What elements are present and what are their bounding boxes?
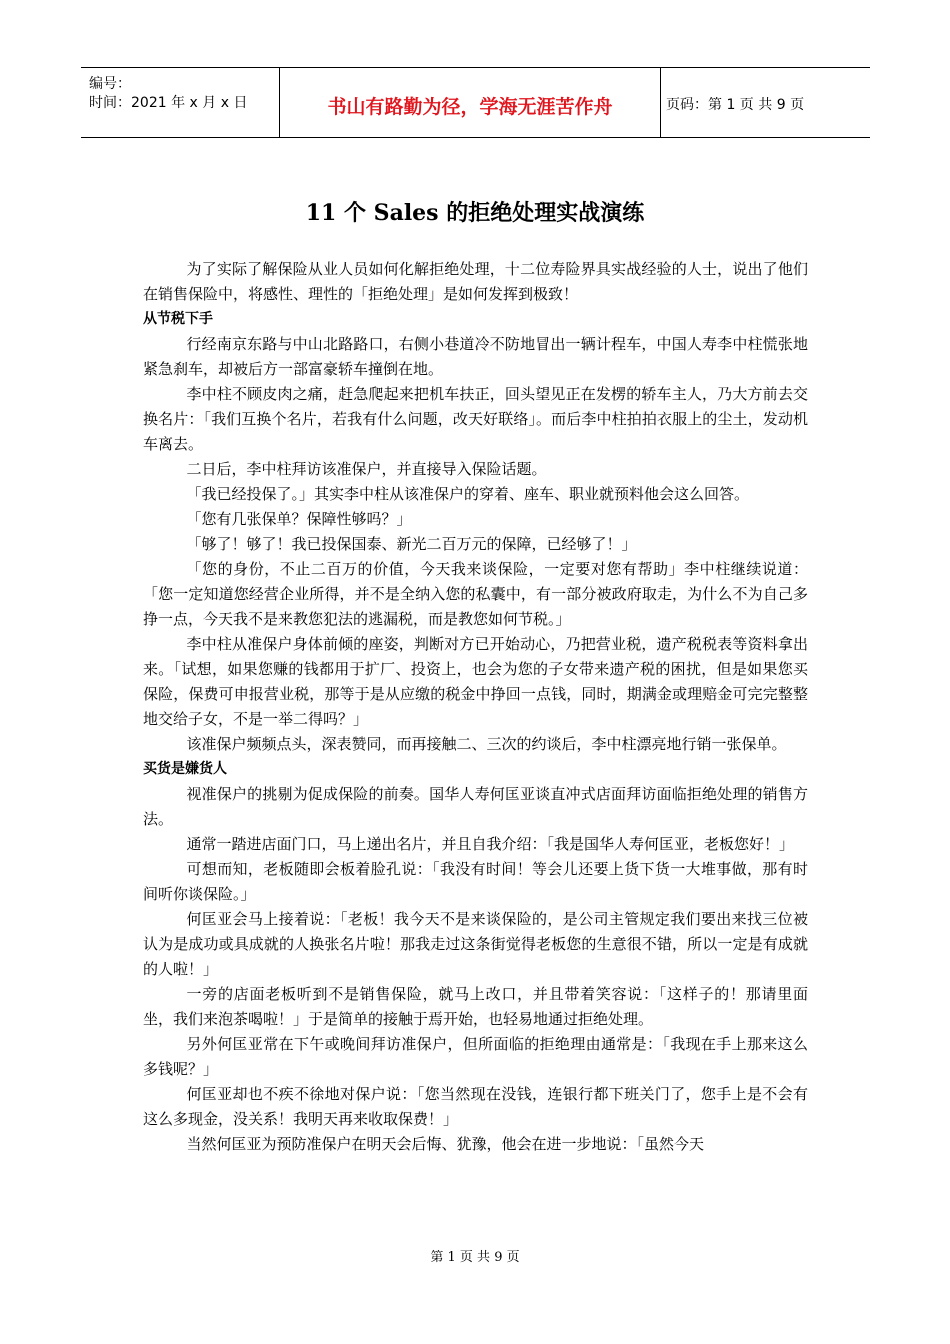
body-paragraph: 通常一踏进店面门口，马上递出名片，并且自我介绍：「我是国华人寿何匡亚，老板您好！」 <box>186 835 795 853</box>
number-label: 编号： <box>89 76 131 92</box>
body-paragraph: 「您有几张保单？保障性够吗？」 <box>186 510 412 528</box>
document-body <box>143 257 808 1157</box>
body-paragraph: 「您的身份，不止二百万的价值，今天我来谈保险，一定要对您有帮助」李中柱继续说道：「您一定知道您经营企业所得，并不是全纳入您的私囊中，有一部分被政府取走，为什么不为自己多挣一点，今天我不是来教您犯法的逃漏税，而是教您如何节税。」 <box>143 560 808 628</box>
body-paragraph: 另外何匡亚常在下午或晚间拜访准保户，但所面临的拒绝理由通常是：「我现在手上那来这么多钱呢？」 <box>143 1035 808 1078</box>
body-paragraph: 「我已经投保了。」其实李中柱从该准保户的穿着、座车、职业就预料他会这么回答。 <box>186 485 750 503</box>
header-motto-cell <box>280 68 661 137</box>
motto-text: 书山有路勤为径，学海无涯苦作舟 <box>327 96 613 118</box>
body-paragraph: 当然何匡亚为预防准保户在明天会后悔、犹豫，他会在进一步地说：「虽然今天 <box>186 1135 705 1153</box>
body-paragraph: 视准保户的挑剔为促成保险的前奏。国华人寿何匡亚谈直冲式店面拜访面临拒绝处理的销售方法。 <box>143 785 808 828</box>
page-footer: 第 1 页 共 9 页 <box>430 1250 520 1265</box>
header-info-cell <box>81 68 280 137</box>
page-info: 页码：第 1 页 共 9 页 <box>666 97 805 113</box>
document-header <box>81 67 870 138</box>
body-paragraph: 何匡亚会马上接着说：「老板！我今天不是来谈保险的，是公司主管规定我们要出来找三位被认为是成功或具成就的人换张名片啦！那我走过这条街觉得老板您的生意很不错，所以一定是有成就的人啦！」 <box>143 910 808 978</box>
date-label: 时间：2021 年 x 月 x 日 <box>89 95 248 111</box>
section-heading: 买货是嫌货人 <box>143 761 227 777</box>
body-paragraph: 行经南京东路与中山北路路口，右侧小巷道冷不防地冒出一辆计程车，中国人寿李中柱慌张地紧急刹车，却被后方一部富豪轿车撞倒在地。 <box>143 335 808 378</box>
section-heading: 从节税下手 <box>143 311 213 327</box>
body-paragraph: 何匡亚却也不疾不徐地对保户说：「您当然现在没钱，连银行都下班关门了，您手上是不会有这么多现金，没关系！我明天再来收取保费！」 <box>143 1085 808 1128</box>
body-paragraph: 一旁的店面老板听到不是销售保险，就马上改口，并且带着笑容说：「这样子的！那请里面坐，我们来泡茶喝啦！」于是简单的接触于焉开始，也轻易地通过拒绝处理。 <box>143 985 808 1028</box>
body-paragraph: 「够了！够了！我已投保国泰、新光二百万元的保障，已经够了！」 <box>186 535 637 553</box>
body-paragraph: 李中柱不顾皮肉之痛，赶急爬起来把机车扶正，回头望见正在发楞的轿车主人，乃大方前去交换名片：「我们互换个名片，若我有什么问题，改天好联络」。而后李中柱拍拍衣服上的尘土，发动机车离去。 <box>143 385 808 453</box>
body-paragraph: 该准保户频频点头，深表赞同，而再接触二、三次的约谈后，李中柱漂亮地行销一张保单。 <box>186 735 787 753</box>
body-paragraph: 为了实际了解保险从业人员如何化解拒绝处理，十二位寿险界具实战经验的人士，说出了他们在销售保险中，将感性、理性的「拒绝处理」是如何发挥到极致！ <box>143 260 808 303</box>
body-paragraph: 可想而知，老板随即会板着脸孔说：「我没有时间！等会儿还要上货下货一大堆事做，那有时间听你谈保险。」 <box>143 860 808 903</box>
body-paragraph: 李中柱从准保户身体前倾的座姿，判断对方已开始动心，乃把营业税，遗产税税表等资料拿出来。「试想，如果您赚的钱都用于扩厂、投资上，也会为您的子女带来遗产税的困扰，但是如果您买保险，保费可申报营业税，那等于是从应缴的税金中挣回一点钱，同时，期满金或理赔金可完完整整地交给子女，不是一举二得吗？」 <box>143 635 808 728</box>
body-paragraph: 二日后，李中柱拜访该准保户，并直接导入保险话题。 <box>186 460 547 478</box>
header-page-cell <box>661 68 870 137</box>
document-title: 11 个 Sales 的拒绝处理实战演练 <box>305 200 645 226</box>
